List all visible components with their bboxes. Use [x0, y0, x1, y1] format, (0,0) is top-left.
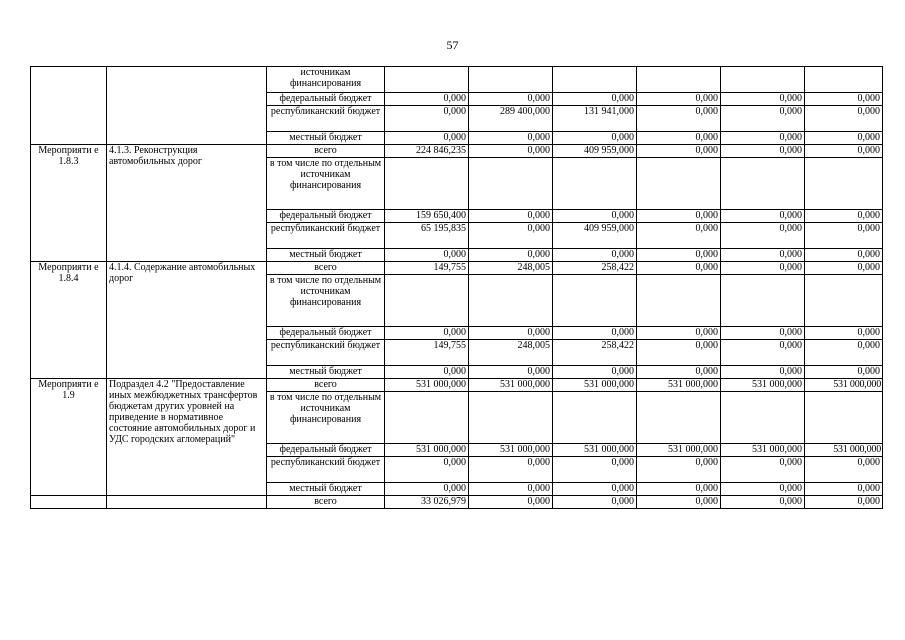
table-row	[31, 145, 883, 158]
amount-cell: 0,000	[553, 483, 637, 496]
funding-source-cell: всего	[267, 262, 385, 275]
amount-cell: 0,000	[553, 132, 637, 145]
funding-source-cell: местный бюджет	[267, 249, 385, 262]
amount-cell: 131 941,000	[553, 106, 637, 132]
amount-cell: 0,000	[385, 483, 469, 496]
funding-source-cell: местный бюджет	[267, 366, 385, 379]
funding-source-cell: в том числе по отдельным источникам финансирования	[267, 158, 385, 210]
amount-cell: 0,000	[805, 210, 883, 223]
amount-cell: 0,000	[637, 93, 721, 106]
funding-source-cell: местный бюджет	[267, 483, 385, 496]
event-name-cell: 4.1.4. Содержание автомобильных дорог	[107, 262, 267, 379]
amount-cell	[721, 67, 805, 93]
amount-cell: 0,000	[553, 249, 637, 262]
event-code-cell: Мероприяти е 1.9	[31, 379, 107, 496]
funding-source-cell: всего	[267, 379, 385, 392]
amount-cell	[805, 392, 883, 444]
event-name-cell: Подраздел 4.2 "Предоставление иных межбюджетных трансфертов бюджетам других уровней на приведение в нормативное состояние автомобильных дорог и УДС городских агломераций"	[107, 379, 267, 496]
funding-source-cell: всего	[267, 145, 385, 158]
continued-event-cell	[31, 67, 107, 145]
funding-source-cell: федеральный бюджет	[267, 327, 385, 340]
amount-cell: 531 000,000	[553, 444, 637, 457]
amount-cell: 0,000	[721, 210, 805, 223]
amount-cell: 0,000	[385, 132, 469, 145]
funding-source-cell: в том числе по отдельным источникам финансирования	[267, 392, 385, 444]
amount-cell	[721, 392, 805, 444]
amount-cell	[805, 67, 883, 93]
amount-cell: 258,422	[553, 340, 637, 366]
amount-cell: 149,755	[385, 262, 469, 275]
amount-cell: 0,000	[469, 483, 553, 496]
amount-cell: 0,000	[469, 210, 553, 223]
amount-cell	[721, 158, 805, 210]
amount-cell: 531 000,000	[721, 379, 805, 392]
amount-cell: 0,000	[805, 249, 883, 262]
amount-cell: 248,005	[469, 340, 553, 366]
budget-table	[30, 66, 883, 509]
funding-source-cell: республиканский бюджет	[267, 340, 385, 366]
amount-cell: 0,000	[805, 132, 883, 145]
funding-source-cell: всего	[267, 496, 385, 509]
amount-cell: 0,000	[637, 496, 721, 509]
amount-cell: 33 026,979	[385, 496, 469, 509]
amount-cell	[553, 67, 637, 93]
amount-cell: 0,000	[385, 457, 469, 483]
amount-cell: 0,000	[469, 366, 553, 379]
amount-cell	[469, 392, 553, 444]
amount-cell: 289 400,000	[469, 106, 553, 132]
amount-cell: 0,000	[553, 457, 637, 483]
table-row	[31, 67, 883, 93]
amount-cell	[385, 392, 469, 444]
amount-cell: 0,000	[637, 457, 721, 483]
funding-source-cell: республиканский бюджет	[267, 457, 385, 483]
amount-cell: 159 650,400	[385, 210, 469, 223]
amount-cell: 0,000	[469, 145, 553, 158]
amount-cell: 0,000	[637, 145, 721, 158]
amount-cell: 0,000	[805, 496, 883, 509]
amount-cell: 531 000,000	[805, 444, 883, 457]
amount-cell: 248,005	[469, 262, 553, 275]
amount-cell: 0,000	[805, 483, 883, 496]
amount-cell: 0,000	[553, 93, 637, 106]
funding-source-cell: местный бюджет	[267, 132, 385, 145]
amount-cell: 0,000	[637, 223, 721, 249]
amount-cell: 0,000	[553, 210, 637, 223]
funding-source-cell: республиканский бюджет	[267, 223, 385, 249]
amount-cell: 531 000,000	[805, 379, 883, 392]
amount-cell: 531 000,000	[721, 444, 805, 457]
amount-cell: 0,000	[721, 145, 805, 158]
funding-source-cell: федеральный бюджет	[267, 93, 385, 106]
total-event-cell	[31, 496, 107, 509]
amount-cell: 149,755	[385, 340, 469, 366]
amount-cell: 0,000	[805, 457, 883, 483]
amount-cell	[721, 275, 805, 327]
amount-cell: 0,000	[637, 262, 721, 275]
funding-source-cell: в том числе по отдельным источникам финансирования	[267, 275, 385, 327]
total-name-cell	[107, 496, 267, 509]
page-number: 57	[446, 38, 459, 52]
amount-cell: 0,000	[469, 457, 553, 483]
amount-cell: 531 000,000	[637, 379, 721, 392]
amount-cell: 0,000	[721, 132, 805, 145]
amount-cell: 0,000	[469, 249, 553, 262]
amount-cell: 0,000	[469, 132, 553, 145]
amount-cell	[385, 67, 469, 93]
amount-cell: 0,000	[637, 340, 721, 366]
amount-cell	[637, 67, 721, 93]
amount-cell	[637, 392, 721, 444]
amount-cell	[385, 275, 469, 327]
amount-cell: 531 000,000	[385, 444, 469, 457]
amount-cell: 0,000	[805, 145, 883, 158]
amount-cell	[553, 158, 637, 210]
amount-cell: 0,000	[385, 93, 469, 106]
amount-cell: 224 846,235	[385, 145, 469, 158]
amount-cell: 0,000	[469, 93, 553, 106]
amount-cell: 0,000	[385, 249, 469, 262]
amount-cell: 0,000	[721, 366, 805, 379]
amount-cell: 531 000,000	[469, 379, 553, 392]
amount-cell: 0,000	[637, 327, 721, 340]
amount-cell: 0,000	[721, 457, 805, 483]
amount-cell: 0,000	[637, 210, 721, 223]
amount-cell: 258,422	[553, 262, 637, 275]
amount-cell: 0,000	[553, 366, 637, 379]
amount-cell: 0,000	[385, 366, 469, 379]
amount-cell: 0,000	[805, 93, 883, 106]
amount-cell: 531 000,000	[637, 444, 721, 457]
amount-cell: 0,000	[721, 262, 805, 275]
amount-cell	[805, 158, 883, 210]
table-row	[31, 379, 883, 392]
event-name-cell: 4.1.3. Реконструкция автомобильных дорог	[107, 145, 267, 262]
amount-cell: 0,000	[805, 262, 883, 275]
amount-cell: 531 000,000	[385, 379, 469, 392]
amount-cell	[637, 158, 721, 210]
amount-cell: 0,000	[721, 496, 805, 509]
amount-cell: 0,000	[721, 340, 805, 366]
amount-cell: 0,000	[721, 327, 805, 340]
event-code-cell: Мероприяти е 1.8.3	[31, 145, 107, 262]
amount-cell	[385, 158, 469, 210]
amount-cell: 0,000	[385, 327, 469, 340]
funding-source-cell: федеральный бюджет	[267, 210, 385, 223]
amount-cell: 531 000,000	[553, 379, 637, 392]
amount-cell: 0,000	[721, 106, 805, 132]
amount-cell: 65 195,835	[385, 223, 469, 249]
amount-cell	[469, 275, 553, 327]
amount-cell	[805, 275, 883, 327]
amount-cell: 0,000	[805, 223, 883, 249]
amount-cell: 0,000	[805, 366, 883, 379]
amount-cell: 409 959,000	[553, 223, 637, 249]
amount-cell: 531 000,000	[469, 444, 553, 457]
amount-cell: 0,000	[721, 483, 805, 496]
funding-source-cell: республиканский бюджет	[267, 106, 385, 132]
amount-cell: 409 959,000	[553, 145, 637, 158]
amount-cell	[553, 275, 637, 327]
amount-cell	[553, 392, 637, 444]
amount-cell	[469, 67, 553, 93]
amount-cell: 0,000	[469, 496, 553, 509]
amount-cell: 0,000	[553, 496, 637, 509]
amount-cell: 0,000	[469, 327, 553, 340]
table-row	[31, 262, 883, 275]
amount-cell: 0,000	[805, 340, 883, 366]
total-row	[31, 496, 883, 509]
amount-cell: 0,000	[385, 106, 469, 132]
continued-name-cell	[107, 67, 267, 145]
amount-cell: 0,000	[637, 483, 721, 496]
amount-cell: 0,000	[721, 249, 805, 262]
amount-cell: 0,000	[637, 106, 721, 132]
amount-cell: 0,000	[637, 366, 721, 379]
funding-source-cell: источникам финансирования	[267, 67, 385, 93]
amount-cell: 0,000	[721, 93, 805, 106]
event-code-cell: Мероприяти е 1.8.4	[31, 262, 107, 379]
amount-cell: 0,000	[637, 249, 721, 262]
amount-cell	[469, 158, 553, 210]
amount-cell: 0,000	[469, 223, 553, 249]
amount-cell: 0,000	[805, 327, 883, 340]
amount-cell: 0,000	[637, 132, 721, 145]
amount-cell: 0,000	[805, 106, 883, 132]
amount-cell	[637, 275, 721, 327]
funding-source-cell: федеральный бюджет	[267, 444, 385, 457]
amount-cell: 0,000	[721, 223, 805, 249]
amount-cell: 0,000	[553, 327, 637, 340]
